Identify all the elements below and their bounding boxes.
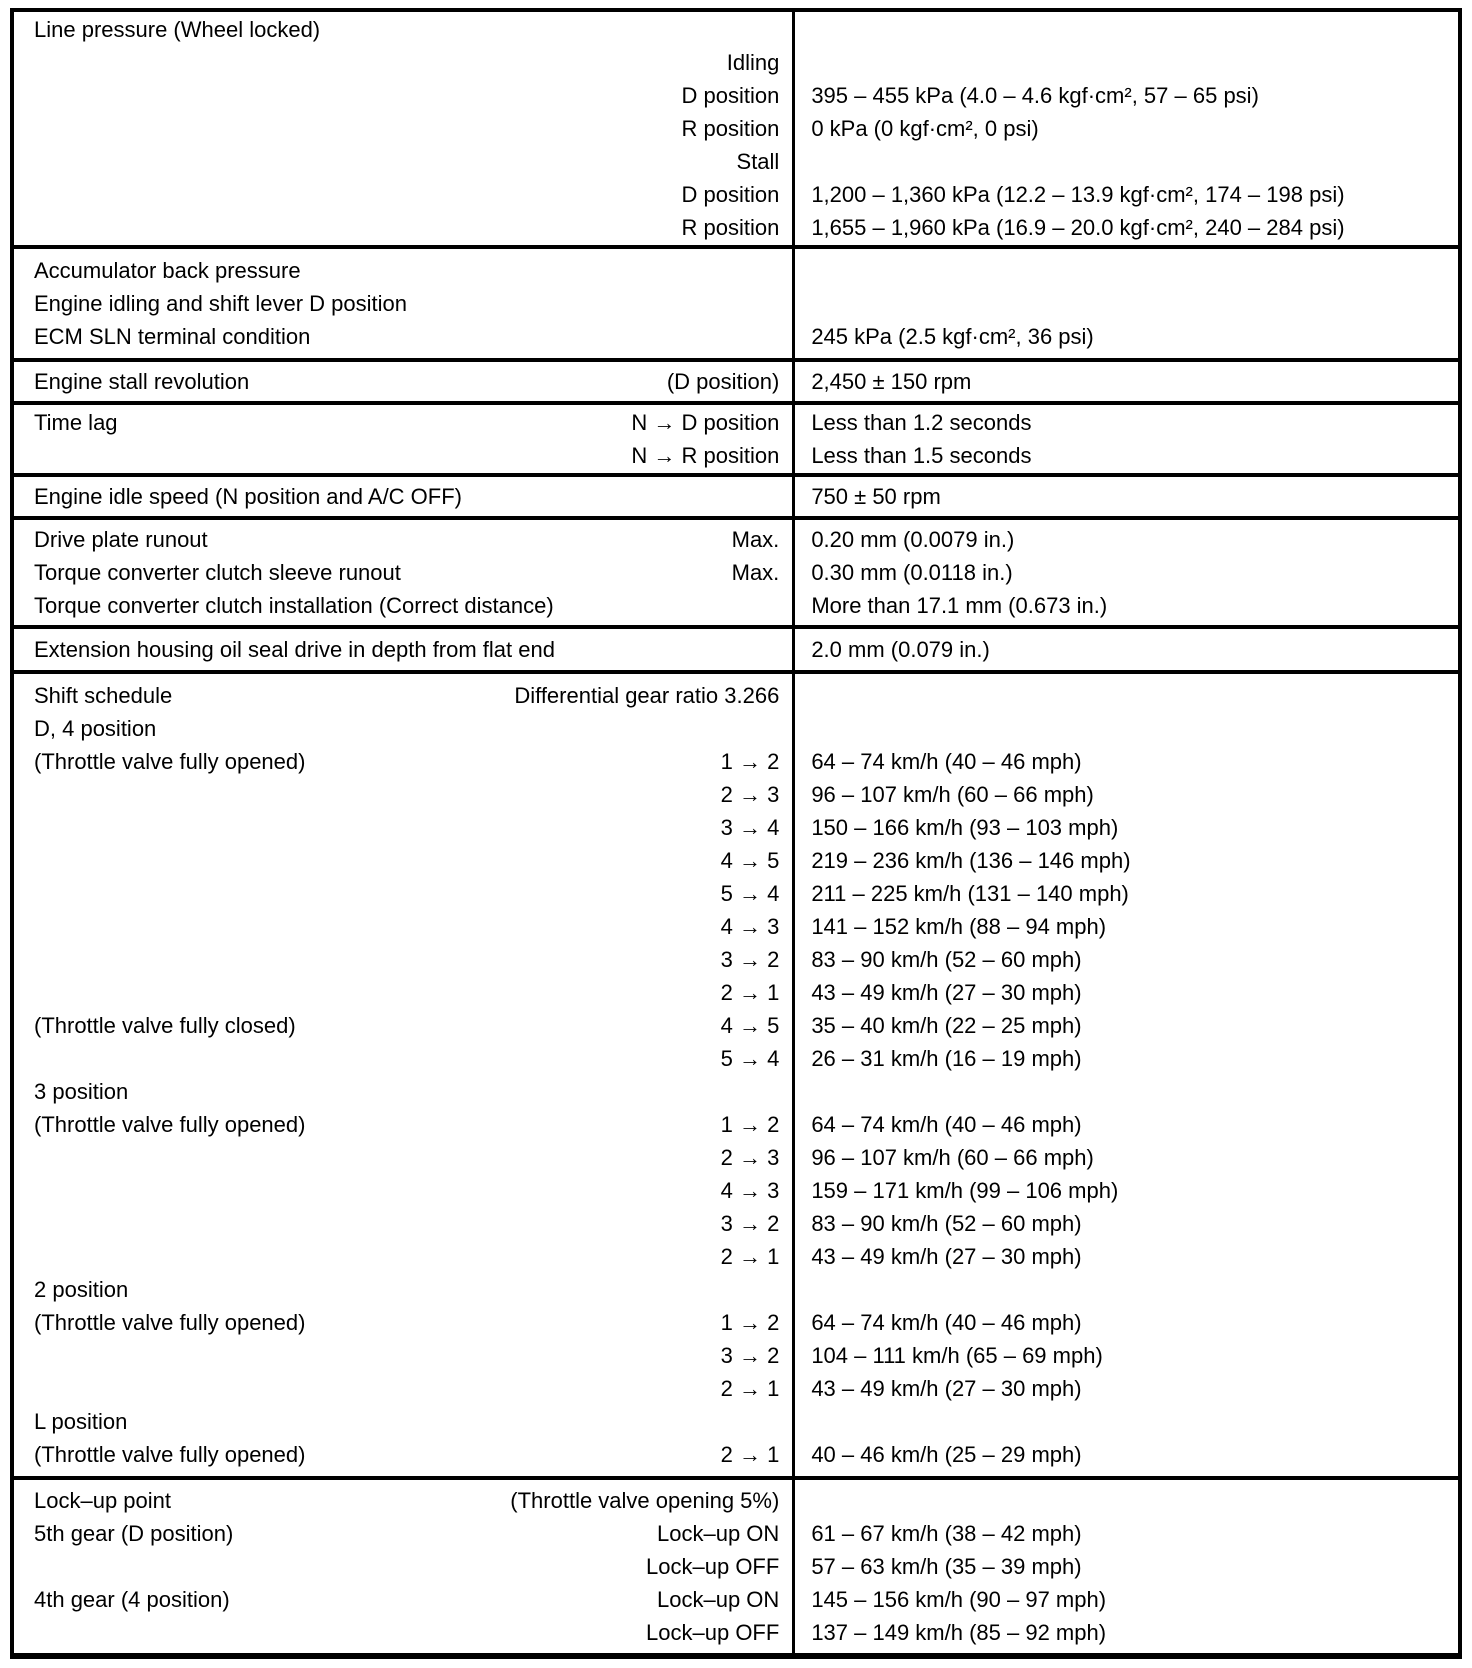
- spec-section-value-cell: [792, 1480, 1458, 1653]
- spec-value-row: [795, 1075, 1458, 1108]
- spec-item-label: (Throttle valve fully opened): [34, 748, 306, 774]
- spec-value-row: [795, 943, 1458, 976]
- spec-value-row: [795, 320, 1458, 353]
- spec-value-row: [795, 145, 1458, 178]
- spec-row: [14, 712, 792, 745]
- spec-row: [14, 1550, 792, 1583]
- spec-item-condition: Idling: [726, 49, 780, 75]
- spec-item-label: (Throttle valve fully closed): [34, 1012, 296, 1038]
- spec-row: [14, 589, 792, 622]
- spec-item-condition: 3 → 2: [720, 1342, 780, 1368]
- spec-value-row: [795, 1438, 1458, 1471]
- spec-item-value: 1,655 – 1,960 kPa (16.9 – 20.0 kgf·cm², 240 – 284 psi): [811, 214, 1345, 240]
- spec-value-row: [795, 679, 1458, 712]
- spec-value-row: [795, 287, 1458, 320]
- spec-value-row: [795, 13, 1458, 46]
- spec-row: [14, 556, 792, 589]
- spec-item-value: 64 – 74 km/h (40 – 46 mph): [811, 748, 1082, 774]
- spec-value-row: [795, 254, 1458, 287]
- transmission-spec-table: [10, 8, 1462, 1659]
- spec-item-condition: 5 → 4: [720, 1045, 780, 1071]
- spec-row: [14, 1042, 792, 1075]
- spec-section-value-cell: [792, 249, 1458, 358]
- spec-row: [14, 79, 792, 112]
- spec-item-condition: Max.: [731, 559, 780, 585]
- spec-row: [14, 1108, 792, 1141]
- spec-row: [14, 178, 792, 211]
- spec-item-label: Lock–up point: [34, 1487, 171, 1513]
- spec-section-shift-schedule: [14, 670, 1458, 1476]
- spec-item-value: 40 – 46 km/h (25 – 29 mph): [811, 1441, 1082, 1467]
- spec-value-row: [795, 1042, 1458, 1075]
- spec-item-label: Accumulator back pressure: [34, 257, 301, 283]
- spec-item-label: Drive plate runout: [34, 526, 208, 552]
- spec-row: [14, 211, 792, 244]
- spec-value-row: [795, 406, 1458, 439]
- spec-item-value: 141 – 152 km/h (88 – 94 mph): [811, 913, 1107, 939]
- spec-item-condition: (D position): [666, 368, 780, 394]
- spec-value-row: [795, 46, 1458, 79]
- spec-value-row: [795, 1009, 1458, 1042]
- spec-item-label: Line pressure (Wheel locked): [34, 16, 321, 42]
- spec-item-value: 2.0 mm (0.079 in.): [811, 636, 990, 662]
- spec-item-condition: Lock–up OFF: [646, 1553, 780, 1579]
- spec-item-condition: N → D position: [631, 409, 780, 435]
- spec-item-condition: 4 → 3: [720, 1177, 780, 1203]
- spec-item-condition: Lock–up OFF: [646, 1619, 780, 1645]
- spec-row: [14, 1372, 792, 1405]
- spec-item-label: Engine idle speed (N position and A/C OFF): [34, 483, 463, 509]
- spec-item-label: (Throttle valve fully opened): [34, 1111, 306, 1137]
- spec-section-left-cell: [14, 477, 792, 516]
- spec-item-value: 0 kPa (0 kgf·cm², 0 psi): [811, 115, 1039, 141]
- spec-item-condition: 3 → 2: [720, 946, 780, 972]
- spec-section-value-cell: [792, 477, 1458, 516]
- spec-item-condition: R position: [681, 214, 780, 240]
- spec-row: [14, 523, 792, 556]
- spec-section-left-cell: [14, 405, 792, 473]
- spec-item-value: 145 – 156 km/h (90 – 97 mph): [811, 1586, 1107, 1612]
- spec-value-row: [795, 1240, 1458, 1273]
- spec-item-value: 750 ± 50 rpm: [811, 483, 941, 509]
- spec-section-engine-stall-revolution: [14, 358, 1458, 401]
- spec-section-left-cell: [14, 362, 792, 401]
- spec-value-row: [795, 1372, 1458, 1405]
- spec-value-row: [795, 976, 1458, 1009]
- spec-item-value: 83 – 90 km/h (52 – 60 mph): [811, 1210, 1082, 1236]
- spec-item-label: Torque converter clutch installation (Correct distance): [34, 592, 554, 618]
- spec-item-condition: 2 → 3: [720, 781, 780, 807]
- spec-row: [14, 1141, 792, 1174]
- spec-row: [14, 1339, 792, 1372]
- spec-item-label: 3 position: [34, 1078, 129, 1104]
- spec-item-condition: R position: [681, 115, 780, 141]
- spec-value-row: [795, 556, 1458, 589]
- spec-item-label: Engine stall revolution: [34, 368, 250, 394]
- spec-item-condition: N → R position: [631, 442, 780, 468]
- spec-item-value: 137 – 149 km/h (85 – 92 mph): [811, 1619, 1107, 1645]
- spec-row: [14, 633, 792, 666]
- spec-item-condition: 1 → 2: [720, 748, 780, 774]
- spec-item-condition: 4 → 3: [720, 913, 780, 939]
- spec-value-row: [795, 1108, 1458, 1141]
- spec-row: [14, 1207, 792, 1240]
- spec-section-torque-converter: [14, 516, 1458, 625]
- spec-row: [14, 877, 792, 910]
- spec-value-row: [795, 1306, 1458, 1339]
- spec-value-row: [795, 1141, 1458, 1174]
- spec-value-row: [795, 365, 1458, 398]
- spec-value-row: [795, 1616, 1458, 1649]
- spec-row: [14, 287, 792, 320]
- spec-row: [14, 811, 792, 844]
- spec-value-row: [795, 1405, 1458, 1438]
- spec-value-row: [795, 1583, 1458, 1616]
- spec-value-row: [795, 1174, 1458, 1207]
- spec-section-value-cell: [792, 12, 1458, 245]
- spec-item-value: 245 kPa (2.5 kgf·cm², 36 psi): [811, 323, 1094, 349]
- spec-item-value: Less than 1.2 seconds: [811, 409, 1032, 435]
- spec-item-label: Torque converter clutch sleeve runout: [34, 559, 401, 585]
- spec-row: [14, 320, 792, 353]
- spec-row: [14, 365, 792, 398]
- spec-row: [14, 745, 792, 778]
- spec-value-row: [795, 178, 1458, 211]
- spec-row: [14, 1306, 792, 1339]
- spec-item-condition: Stall: [736, 148, 780, 174]
- spec-item-condition: 2 → 3: [720, 1144, 780, 1170]
- spec-item-value: More than 17.1 mm (0.673 in.): [811, 592, 1108, 618]
- spec-item-value: 1,200 – 1,360 kPa (12.2 – 13.9 kgf·cm², 174 – 198 psi): [811, 181, 1345, 207]
- spec-row: [14, 844, 792, 877]
- spec-item-value: 96 – 107 km/h (60 – 66 mph): [811, 781, 1094, 807]
- spec-row: [14, 439, 792, 472]
- spec-item-condition: D position: [681, 181, 780, 207]
- spec-item-value: 104 – 111 km/h (65 – 69 mph): [811, 1342, 1103, 1368]
- spec-item-value: Less than 1.5 seconds: [811, 442, 1032, 468]
- spec-section-engine-idle-speed: [14, 473, 1458, 516]
- spec-item-condition: 2 → 1: [720, 979, 780, 1005]
- spec-row: [14, 1616, 792, 1649]
- spec-value-row: [795, 112, 1458, 145]
- spec-item-label: (Throttle valve fully opened): [34, 1309, 306, 1335]
- spec-item-value: 26 – 31 km/h (16 – 19 mph): [811, 1045, 1082, 1071]
- spec-row: [14, 480, 792, 513]
- spec-item-value: 43 – 49 km/h (27 – 30 mph): [811, 1243, 1082, 1269]
- spec-item-condition: 2 → 1: [720, 1441, 780, 1467]
- spec-value-row: [795, 439, 1458, 472]
- spec-row: [14, 910, 792, 943]
- spec-item-value: 35 – 40 km/h (22 – 25 mph): [811, 1012, 1082, 1038]
- spec-section-line-pressure: [14, 12, 1458, 245]
- spec-value-row: [795, 523, 1458, 556]
- spec-value-row: [795, 79, 1458, 112]
- spec-value-row: [795, 811, 1458, 844]
- spec-value-row: [795, 1207, 1458, 1240]
- spec-section-value-cell: [792, 405, 1458, 473]
- spec-row: [14, 406, 792, 439]
- spec-row: [14, 254, 792, 287]
- spec-section-value-cell: [792, 520, 1458, 625]
- spec-item-label: L position: [34, 1408, 128, 1434]
- spec-item-value: 159 – 171 km/h (99 – 106 mph): [811, 1177, 1119, 1203]
- spec-item-value: 83 – 90 km/h (52 – 60 mph): [811, 946, 1082, 972]
- spec-item-label: D, 4 position: [34, 715, 157, 741]
- spec-item-value: 0.30 mm (0.0118 in.): [811, 559, 1013, 585]
- spec-value-row: [795, 712, 1458, 745]
- spec-item-condition: 4 → 5: [720, 1012, 780, 1038]
- spec-item-value: 2,450 ± 150 rpm: [811, 368, 972, 394]
- spec-item-label: (Throttle valve fully opened): [34, 1441, 306, 1467]
- spec-row: [14, 1438, 792, 1471]
- spec-row: [14, 976, 792, 1009]
- spec-value-row: [795, 910, 1458, 943]
- spec-item-condition: 3 → 2: [720, 1210, 780, 1236]
- spec-item-condition: Lock–up ON: [657, 1520, 780, 1546]
- spec-item-condition: Lock–up ON: [657, 1586, 780, 1612]
- spec-value-row: [795, 1339, 1458, 1372]
- spec-item-value: 43 – 49 km/h (27 – 30 mph): [811, 979, 1082, 1005]
- spec-item-value: 64 – 74 km/h (40 – 46 mph): [811, 1309, 1082, 1335]
- spec-item-label: Extension housing oil seal drive in depth from flat end: [34, 636, 555, 662]
- spec-item-value: 43 – 49 km/h (27 – 30 mph): [811, 1375, 1082, 1401]
- spec-section-value-cell: [792, 629, 1458, 670]
- spec-row: [14, 1075, 792, 1108]
- spec-value-row: [795, 211, 1458, 244]
- spec-item-label: 4th gear (4 position): [34, 1586, 230, 1612]
- spec-section-value-cell: [792, 362, 1458, 401]
- spec-value-row: [795, 1550, 1458, 1583]
- spec-value-row: [795, 745, 1458, 778]
- spec-value-row: [795, 1273, 1458, 1306]
- spec-row: [14, 1240, 792, 1273]
- spec-value-row: [795, 480, 1458, 513]
- spec-value-row: [795, 778, 1458, 811]
- spec-value-row: [795, 633, 1458, 666]
- spec-item-label: Engine idling and shift lever D position: [34, 290, 408, 316]
- spec-item-value: 61 – 67 km/h (38 – 42 mph): [811, 1520, 1082, 1546]
- spec-value-row: [795, 877, 1458, 910]
- spec-item-condition: (Throttle valve opening 5%): [510, 1487, 780, 1513]
- spec-item-condition: Differential gear ratio 3.266: [514, 682, 780, 708]
- spec-section-value-cell: [792, 674, 1458, 1476]
- spec-item-condition: 3 → 4: [720, 814, 780, 840]
- spec-item-condition: 1 → 2: [720, 1309, 780, 1335]
- spec-item-condition: 2 → 1: [720, 1243, 780, 1269]
- spec-row: [14, 1273, 792, 1306]
- spec-value-row: [795, 589, 1458, 622]
- spec-row: [14, 1517, 792, 1550]
- spec-item-value: 57 – 63 km/h (35 – 39 mph): [811, 1553, 1082, 1579]
- spec-item-label: ECM SLN terminal condition: [34, 323, 311, 349]
- spec-row: [14, 13, 792, 46]
- spec-row: [14, 1405, 792, 1438]
- spec-item-label: 5th gear (D position): [34, 1520, 234, 1546]
- spec-section-lock-up-point: [14, 1476, 1458, 1653]
- spec-row: [14, 943, 792, 976]
- spec-row: [14, 46, 792, 79]
- spec-item-label: 2 position: [34, 1276, 129, 1302]
- spec-item-value: 395 – 455 kPa (4.0 – 4.6 kgf·cm², 57 – 65 psi): [811, 82, 1259, 108]
- spec-section-time-lag: [14, 401, 1458, 473]
- spec-row: [14, 112, 792, 145]
- spec-item-value: 219 – 236 km/h (136 – 146 mph): [811, 847, 1131, 873]
- spec-row: [14, 1174, 792, 1207]
- spec-section-left-cell: [14, 12, 792, 245]
- spec-row: [14, 778, 792, 811]
- spec-item-condition: 4 → 5: [720, 847, 780, 873]
- spec-item-condition: Max.: [731, 526, 780, 552]
- spec-item-condition: 1 → 2: [720, 1111, 780, 1137]
- spec-item-label: Time lag: [34, 409, 118, 435]
- spec-section-left-cell: [14, 1480, 792, 1653]
- spec-value-row: [795, 1484, 1458, 1517]
- spec-section-left-cell: [14, 520, 792, 625]
- spec-item-value: 0.20 mm (0.0079 in.): [811, 526, 1015, 552]
- spec-item-value: 64 – 74 km/h (40 – 46 mph): [811, 1111, 1082, 1137]
- spec-row: [14, 145, 792, 178]
- spec-item-condition: D position: [681, 82, 780, 108]
- spec-section-accumulator-back-pressure: [14, 245, 1458, 358]
- spec-section-left-cell: [14, 629, 792, 670]
- spec-value-row: [795, 1517, 1458, 1550]
- spec-item-label: Shift schedule: [34, 682, 173, 708]
- spec-row: [14, 1583, 792, 1616]
- spec-section-left-cell: [14, 249, 792, 358]
- spec-row: [14, 679, 792, 712]
- spec-section-extension-housing: [14, 625, 1458, 670]
- spec-item-condition: 2 → 1: [720, 1375, 780, 1401]
- spec-item-value: 211 – 225 km/h (131 – 140 mph): [811, 880, 1129, 906]
- spec-value-row: [795, 844, 1458, 877]
- spec-row: [14, 1009, 792, 1042]
- spec-item-condition: 5 → 4: [720, 880, 780, 906]
- spec-row: [14, 1484, 792, 1517]
- spec-item-value: 96 – 107 km/h (60 – 66 mph): [811, 1144, 1094, 1170]
- spec-item-value: 150 – 166 km/h (93 – 103 mph): [811, 814, 1119, 840]
- spec-section-left-cell: [14, 674, 792, 1476]
